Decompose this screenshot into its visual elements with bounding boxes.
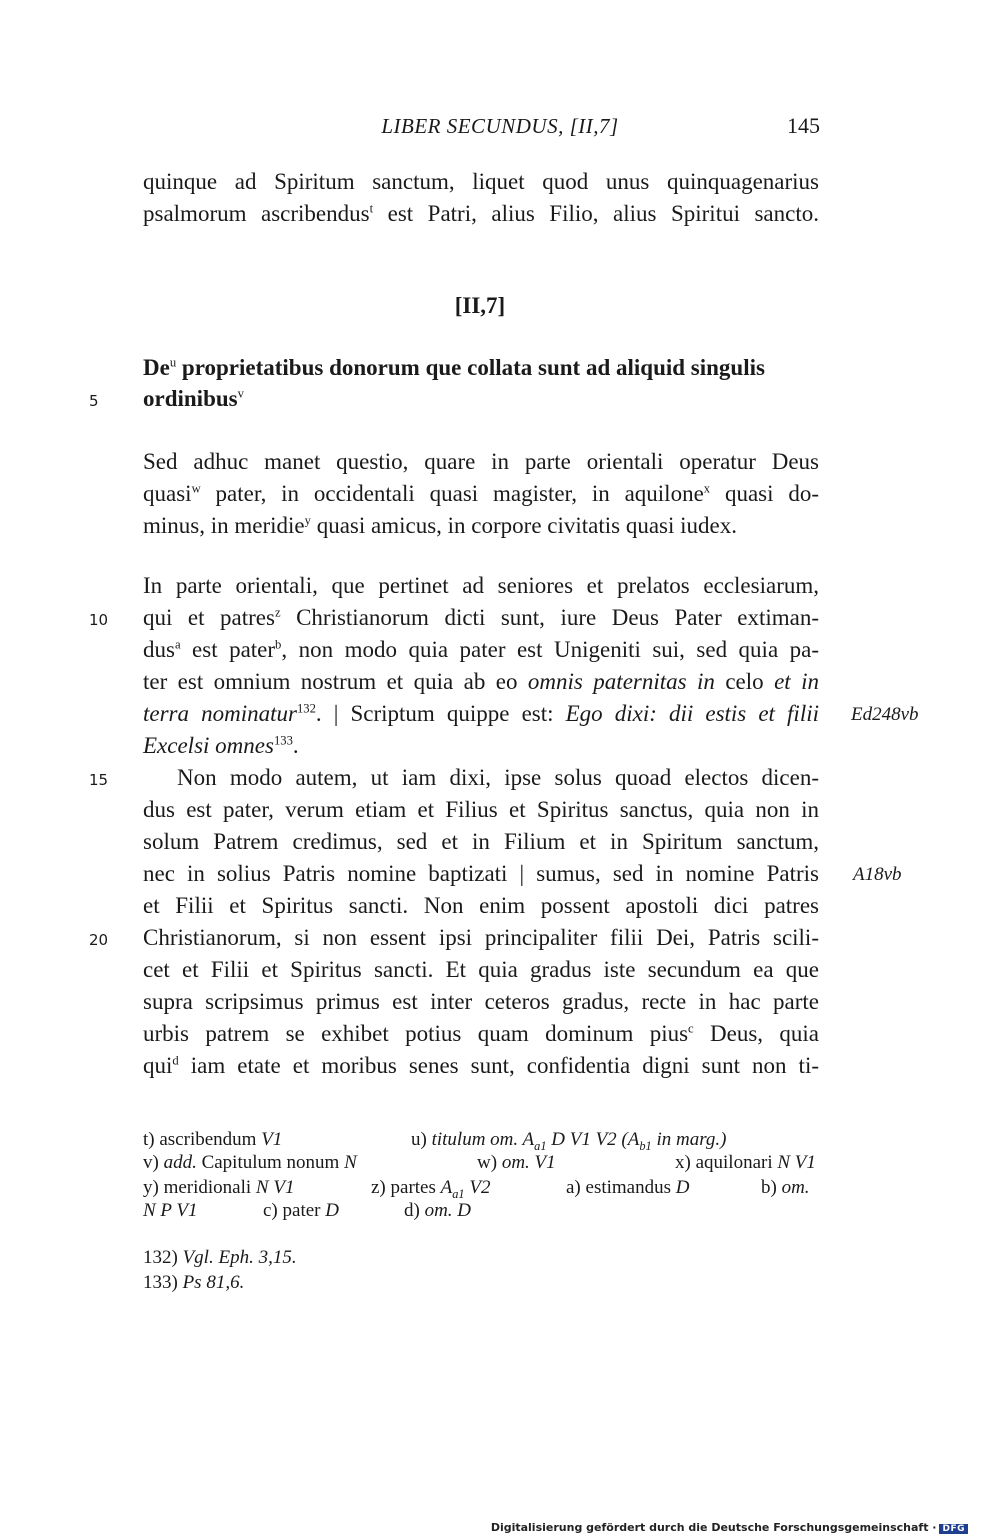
- chapter-title-cont: ordinibus$^v$: [143, 386, 244, 411]
- page-number: 145: [787, 113, 820, 138]
- margin-reference: Ed248vb: [851, 704, 919, 725]
- text-line: cet et Filii et Spiritus sancti. Et quia gradus iste secundum ea que: [143, 957, 819, 982]
- text-line: urbis patrem se exhibet potius quam dominum pius$^c$ Deus, quia: [143, 1021, 819, 1046]
- line-number: 5: [89, 392, 99, 410]
- margin-reference: A18vb: [853, 864, 902, 885]
- dfg-logo-icon: DFG: [939, 1524, 968, 1534]
- text-line: supra scripsimus primus est inter ceteros gradus, recte in hac parte: [143, 989, 819, 1014]
- text-line: minus, in meridie$^y$ quasi amicus, in corpore civitatis quasi iudex.: [143, 513, 737, 538]
- text-line: et Filii et Spiritus sancti. Non enim possent apostoli dici patres: [143, 893, 819, 918]
- line-number: 10: [89, 611, 109, 629]
- text-line: Sed adhuc manet questio, quare in parte orientali operatur Deus: [143, 449, 819, 474]
- text-line: qui et patres$^z$ Christianorum dicti sunt, iure Deus Pater extiman-: [143, 605, 820, 630]
- text-line: In parte orientali, que pertinet ad seniores et prelatos ecclesiarum,: [143, 573, 819, 598]
- text-line: Non modo autem, ut iam dixi, ipse solus quoad electos dicen-: [177, 765, 819, 790]
- text-line: quasi$^w$ pater, in occidentali quasi magister, in aquilone$^x$ quasi do-: [143, 481, 819, 506]
- running-header: LIBER SECUNDUS, [II,7]: [381, 114, 619, 138]
- text-line: solum Patrem credimus, sed et in Filium et in Spiritum sanctum,: [143, 829, 819, 854]
- text-line: ter est omnium nostrum et quia ab eo omnis paternitas in celo et in: [143, 669, 819, 694]
- source-note: 132) Vgl. Eph. 3,15.: [143, 1247, 297, 1268]
- apparatus-line: t) ascribendum V1 u) titulum om. $A_{a1}$ D V1 V2 ($A_{b1}$ in marg.): [143, 1129, 727, 1153]
- text-line: Christianorum, si non essent ipsi principaliter filii Dei, Patris scili-: [143, 925, 819, 950]
- text-line: Excelsi omnes$^{133}$.: [143, 733, 299, 758]
- text-line: nec in solius Patris nomine baptizati | sumus, sed in nomine Patris: [143, 861, 819, 886]
- text-line: psalmorum ascribendus$^t$ est Patri, alius Filio, alius Spiritui sancto.: [143, 201, 819, 226]
- chapter-title: De$^u$ proprietatibus donorum que collata sunt ad aliquid singulis: [143, 355, 765, 380]
- line-number: 20: [89, 931, 109, 949]
- text-line: dus$^a$ est pater$^b$, non modo quia pater est Unigeniti sui, sed quia pa-: [143, 637, 819, 662]
- source-note: 133) Ps 81,6.: [143, 1272, 245, 1293]
- text-line: quinque ad Spiritum sanctum, liquet quod unus quinquagenarius: [143, 169, 819, 194]
- text-line: dus est pater, verum etiam et Filius et Spiritus sanctus, quia non in: [143, 797, 819, 822]
- apparatus-line: v) add. Capitulum nonum N w) om. V1 x) aquilonari N V1: [143, 1152, 816, 1173]
- section-label: [II,7]: [454, 293, 506, 318]
- text-line: qui$^d$ iam etate et moribus senes sunt, confidentia digni sunt non ti-: [143, 1053, 819, 1078]
- text-line: terra nominatur$^{132}$. | Scriptum quippe est: Ego dixi: dii estis et filii: [143, 701, 819, 726]
- digitization-credit: Digitalisierung gefördert durch die Deutsche Forschungsgemeinschaft · DFG: [491, 1521, 968, 1534]
- apparatus-line: y) meridionali N V1 z) partes $A_{a1}$ V2 a) estimandus D b) om.: [143, 1177, 810, 1201]
- line-number: 15: [89, 771, 109, 789]
- apparatus-line: N P V1 c) pater D d) om. D: [143, 1200, 472, 1221]
